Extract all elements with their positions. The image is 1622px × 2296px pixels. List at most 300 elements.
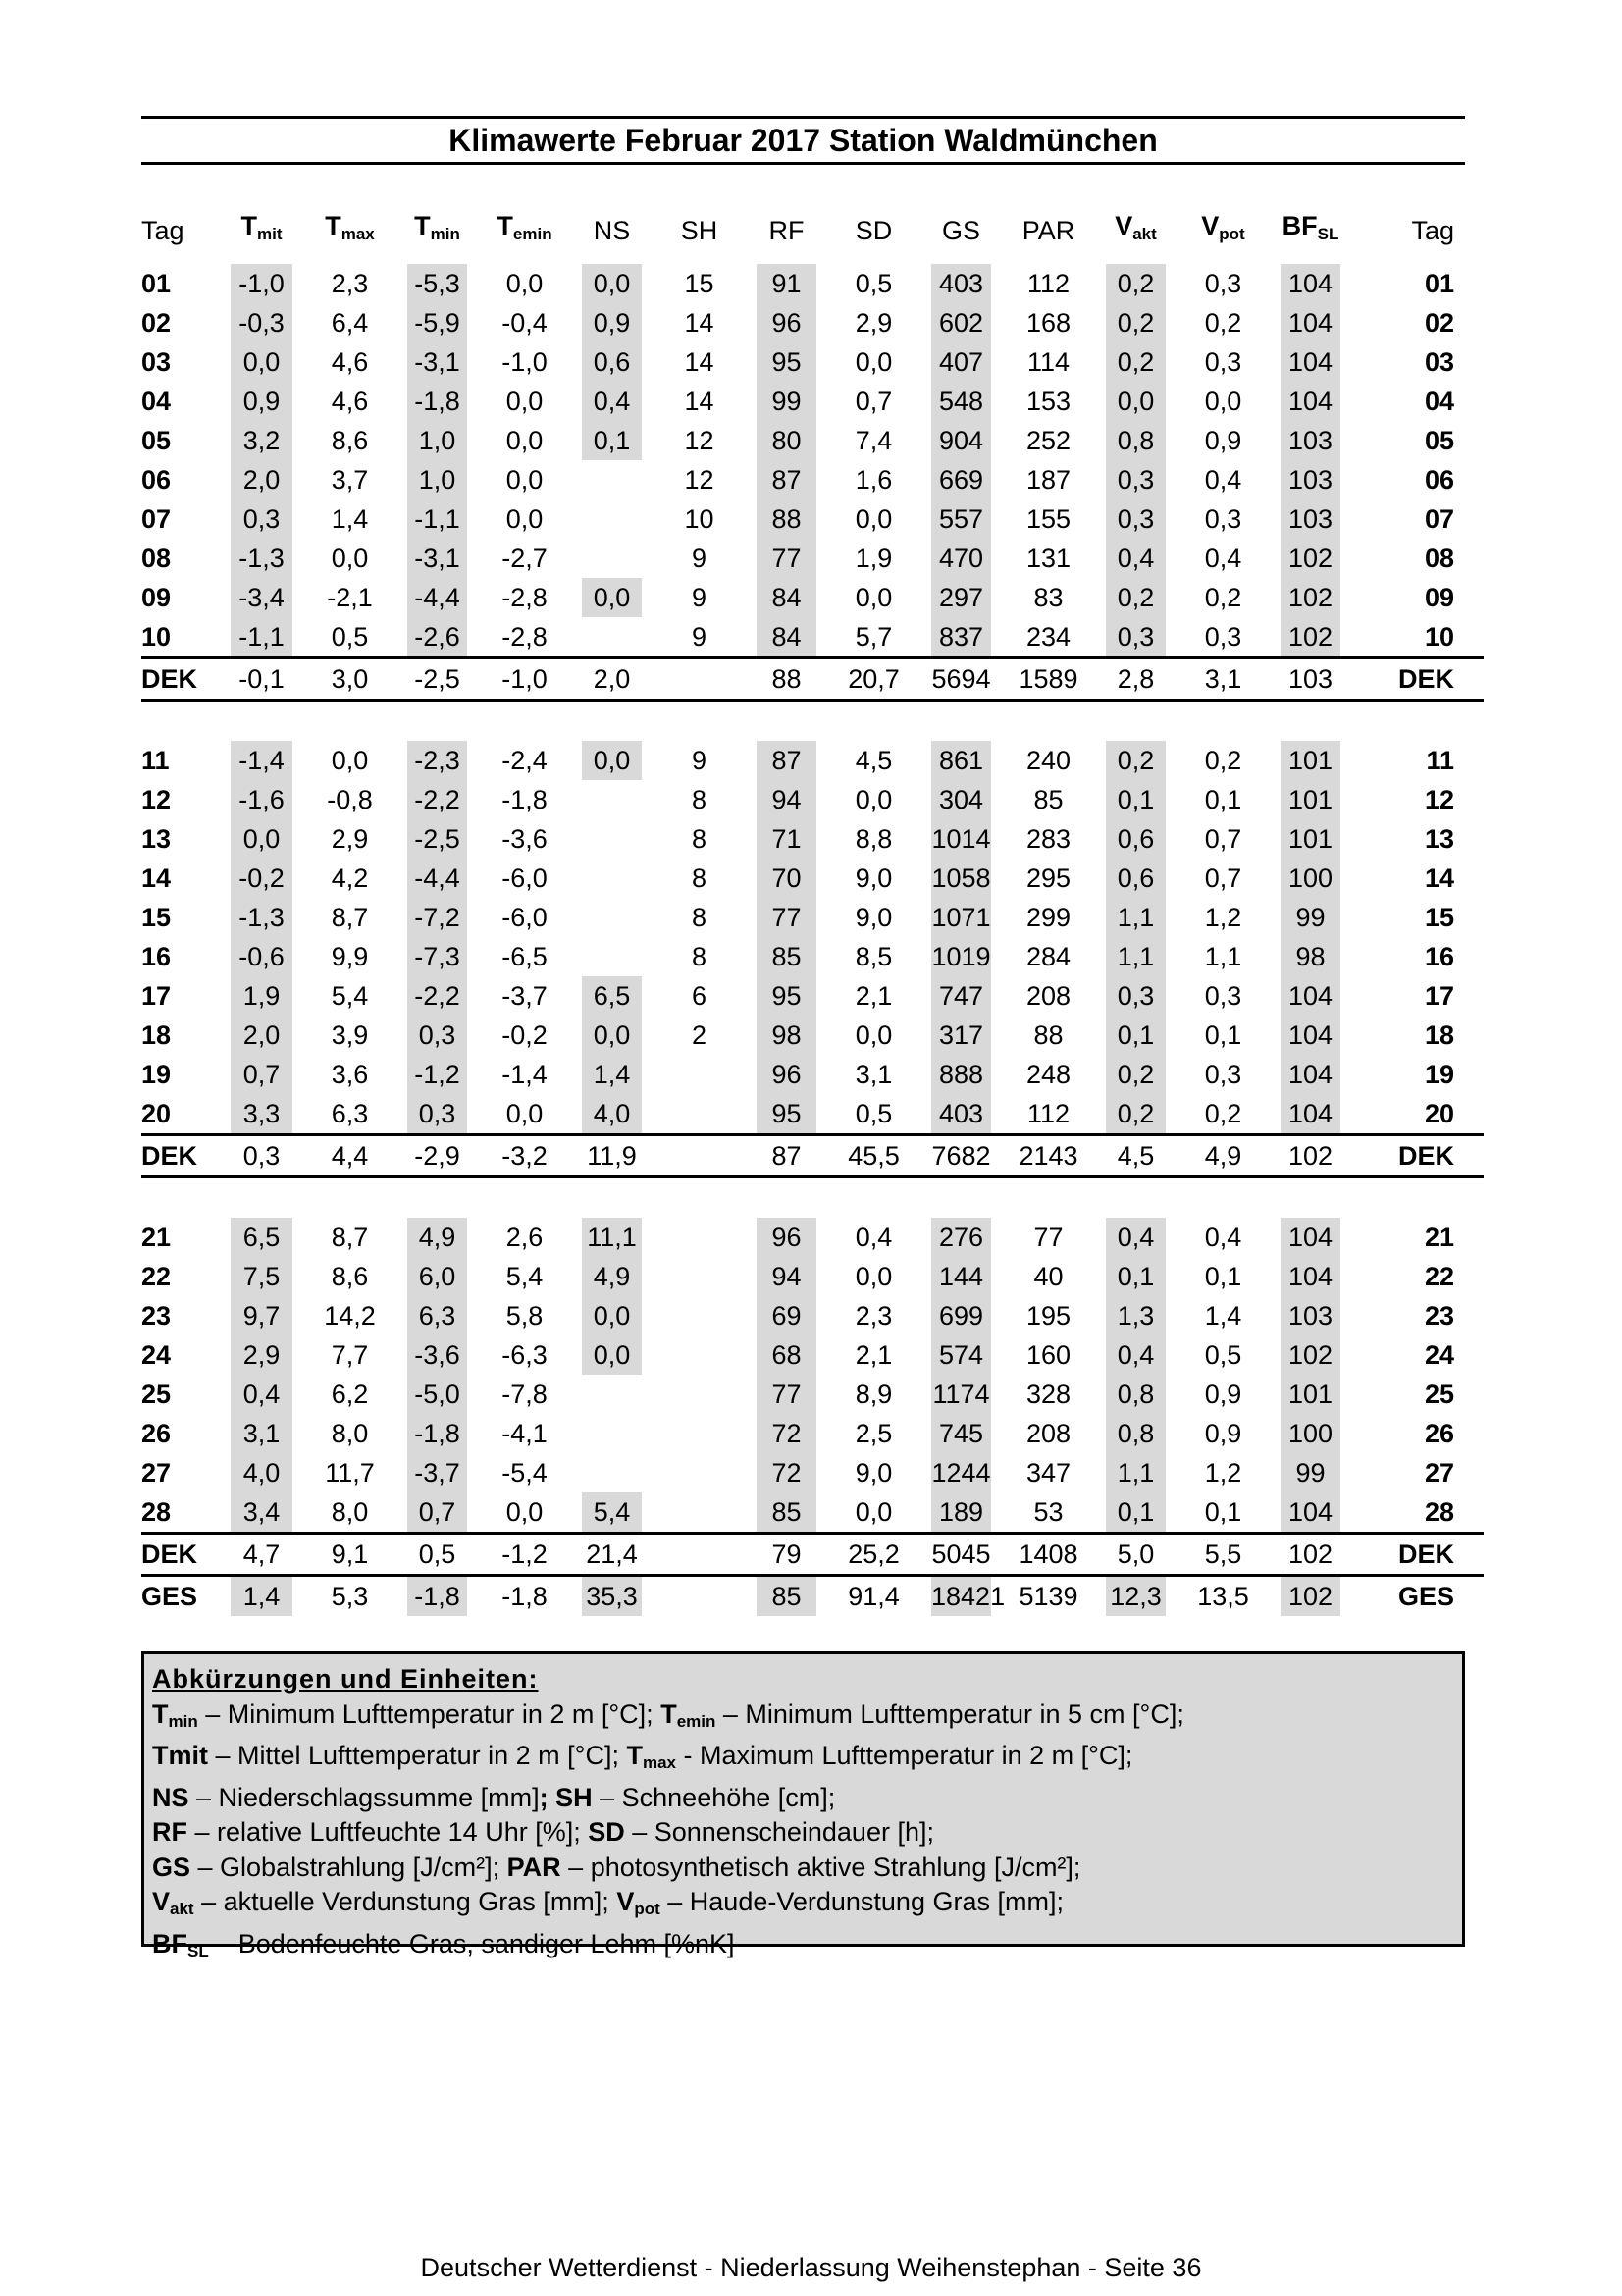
cell-sh — [655, 1375, 743, 1414]
cell-sh — [655, 1534, 743, 1576]
table-row — [141, 1257, 1484, 1296]
cell-ns: 0,0 — [568, 1296, 655, 1335]
cell-tmin: -2,6 — [393, 617, 481, 658]
cell-par: 83 — [1033, 583, 1064, 612]
cell-sd: 0,0 — [855, 785, 893, 814]
cell-bfsl: 104 — [1267, 264, 1354, 303]
cell-day-right: 27 — [1424, 1458, 1454, 1487]
cell-bfsl: 102 — [1267, 539, 1354, 578]
cell-day-right: 26 — [1424, 1419, 1454, 1448]
cell-bfsl: 99 — [1267, 1453, 1354, 1492]
cell-day-right: 14 — [1424, 863, 1454, 893]
cell-ns: 4,0 — [568, 1094, 655, 1135]
cell-rf: 79 — [743, 1534, 830, 1576]
cell-rf: 91 — [743, 264, 830, 303]
cell-ns — [568, 460, 655, 499]
cell-day: 19 — [141, 1060, 172, 1089]
cell-ns: 35,3 — [568, 1576, 655, 1617]
cell-ns — [568, 1453, 655, 1492]
cell-bfsl: 100 — [1267, 1414, 1354, 1453]
cell-tmax: 2,9 — [331, 824, 369, 854]
table-row — [141, 499, 1484, 539]
cell-sd: 9,0 — [855, 903, 893, 932]
cell-tmin: -2,9 — [393, 1135, 481, 1177]
table-row — [141, 1335, 1484, 1375]
cell-par: 77 — [1033, 1223, 1064, 1252]
page-title: Klimawerte Februar 2017 Station Waldmünchen — [141, 116, 1465, 165]
cell-day-right: 15 — [1424, 903, 1454, 932]
cell-day-right: 07 — [1424, 504, 1454, 534]
cell-ns: 0,0 — [568, 1335, 655, 1375]
cell-rf: 95 — [743, 342, 830, 382]
cell-sd: 91,4 — [848, 1582, 900, 1611]
cell-sd: 9,0 — [855, 1458, 893, 1487]
cell-sh: 15 — [684, 269, 714, 298]
cell-vpot: 0,3 — [1204, 981, 1242, 1011]
cell-tmin: -2,2 — [393, 780, 481, 819]
cell-rf: 71 — [743, 819, 830, 859]
cell-temin: -5,4 — [501, 1458, 548, 1487]
cell-rf: 84 — [743, 578, 830, 617]
cell-rf: 85 — [743, 937, 830, 976]
cell-day-right: 05 — [1424, 426, 1454, 455]
cell-temin: 0,0 — [505, 1099, 544, 1128]
table-row — [141, 342, 1484, 382]
cell-vakt: 0,3 — [1092, 617, 1179, 658]
cell-temin: -6,0 — [501, 863, 548, 893]
cell-day-right: 12 — [1424, 785, 1454, 814]
cell-tmin: -3,7 — [393, 1453, 481, 1492]
cell-tmit: -0,2 — [217, 859, 306, 898]
table-row — [141, 303, 1484, 342]
abbreviation-segment: BF — [152, 1928, 187, 1958]
col-header-par: PAR — [1021, 215, 1075, 245]
cell-tmin: -7,3 — [393, 937, 481, 976]
cell-sh: 14 — [684, 387, 714, 416]
cell-tmit: 3,1 — [217, 1414, 306, 1453]
table-row — [141, 1492, 1484, 1534]
cell-vakt: 0,3 — [1092, 976, 1179, 1016]
cell-bfsl: 102 — [1267, 1135, 1354, 1177]
cell-sd: 45,5 — [830, 1135, 917, 1177]
table-row — [141, 1375, 1484, 1414]
cell-par: 112 — [1026, 269, 1071, 298]
cell-tmin: -2,3 — [393, 741, 481, 780]
cell-day-right: 20 — [1424, 1099, 1454, 1128]
cell-vakt: 1,1 — [1092, 898, 1179, 937]
cell-bfsl: 104 — [1267, 1218, 1354, 1257]
abbreviation-line — [152, 1781, 1454, 1816]
cell-rf: 96 — [743, 1055, 830, 1094]
cell-gs: 1058 — [917, 859, 1005, 898]
cell-vpot: 1,2 — [1204, 903, 1242, 932]
cell-day: 04 — [141, 387, 172, 416]
cell-ns: 0,1 — [568, 421, 655, 460]
cell-rf: 69 — [743, 1296, 830, 1335]
abbreviation-segment: Tmit — [152, 1741, 208, 1770]
table-row — [141, 460, 1484, 499]
col-header-gs: GS — [941, 215, 980, 245]
cell-bfsl: 103 — [1267, 421, 1354, 460]
abbreviation-segment: PAR — [506, 1852, 561, 1882]
cell-temin: -2,4 — [501, 746, 548, 775]
cell-tmit: 2,0 — [217, 460, 306, 499]
cell-vakt: 4,5 — [1092, 1135, 1179, 1177]
decade-summary-row — [141, 1135, 1484, 1177]
cell-day: 20 — [141, 1099, 172, 1128]
cell-gs: 669 — [917, 460, 1005, 499]
cell-gs: 1071 — [917, 898, 1005, 937]
cell-rf: 96 — [743, 303, 830, 342]
cell-vpot: 0,3 — [1204, 622, 1242, 652]
cell-rf: 98 — [743, 1016, 830, 1055]
cell-sd: 0,5 — [855, 269, 893, 298]
cell-tmin: -4,4 — [393, 578, 481, 617]
cell-bfsl: 100 — [1267, 859, 1354, 898]
cell-bfsl: 102 — [1267, 617, 1354, 658]
cell-day: 26 — [141, 1419, 172, 1448]
abbreviations-list — [152, 1697, 1454, 1969]
cell-gs: 470 — [917, 539, 1005, 578]
cell-rf: 85 — [743, 1492, 830, 1534]
cell-tmit: 1,9 — [217, 976, 306, 1016]
cell-rf: 96 — [743, 1218, 830, 1257]
cell-ns: 0,0 — [568, 578, 655, 617]
abbreviation-segment: – Schneehöhe [cm]; — [592, 1782, 836, 1812]
cell-tmax: 8,0 — [331, 1419, 369, 1448]
cell-temin: -1,8 — [501, 1582, 548, 1611]
cell-vakt: 1,3 — [1092, 1296, 1179, 1335]
cell-vakt: 1,1 — [1092, 937, 1179, 976]
cell-par: 155 — [1025, 504, 1072, 534]
cell-vpot: 0,4 — [1204, 1223, 1242, 1252]
cell-vakt: 0,8 — [1092, 421, 1179, 460]
col-header-tmit: $T_{mit}$ — [240, 211, 283, 243]
abbreviation-line — [152, 1927, 1454, 1969]
cell-tmin: -2,5 — [393, 819, 481, 859]
cell-tmax: 8,7 — [331, 1223, 369, 1252]
cell-vpot: 0,7 — [1204, 863, 1242, 893]
cell-bfsl: 104 — [1267, 1055, 1354, 1094]
cell-sd: 0,0 — [855, 347, 893, 377]
abbreviation-line — [152, 1851, 1454, 1886]
cell-bfsl: 102 — [1267, 578, 1354, 617]
cell-vpot: 0,2 — [1204, 746, 1242, 775]
cell-sh: 9 — [691, 622, 707, 652]
cell-day: 22 — [141, 1262, 172, 1291]
cell-par: 168 — [1025, 308, 1072, 338]
cell-par: 187 — [1025, 465, 1072, 495]
col-header-vakt: $V_{akt}$ — [1115, 211, 1157, 243]
cell-sh: 14 — [684, 347, 714, 377]
col-header-rf: RF — [768, 215, 805, 245]
cell-temin: -6,0 — [501, 903, 548, 932]
cell-bfsl: 102 — [1267, 1335, 1354, 1375]
abbreviation-segment: – Sonnenscheindauer [h]; — [624, 1817, 934, 1847]
cell-sd: 1,9 — [855, 544, 893, 573]
cell-day: GES — [141, 1582, 198, 1611]
abbreviation-segment: – Globalstrahlung [J/cm²]; — [190, 1852, 507, 1882]
cell-vpot: 0,9 — [1204, 426, 1242, 455]
cell-day-right: 11 — [1426, 746, 1454, 775]
cell-sh: 9 — [691, 583, 707, 612]
abbreviation-segment: – aktuelle Verdunstung Gras [mm]; — [193, 1887, 617, 1916]
cell-vakt: 0,1 — [1092, 1257, 1179, 1296]
cell-temin: -3,6 — [501, 824, 548, 854]
cell-day-right: 28 — [1424, 1497, 1454, 1527]
cell-vakt: 0,8 — [1092, 1375, 1179, 1414]
cell-sh: 9 — [691, 746, 707, 775]
cell-sd: 9,0 — [855, 863, 893, 893]
cell-bfsl: 101 — [1267, 741, 1354, 780]
cell-day-right: 13 — [1424, 824, 1454, 854]
cell-ns — [568, 617, 655, 658]
cell-day: 01 — [141, 269, 172, 298]
cell-tmin: -3,1 — [393, 342, 481, 382]
cell-tmax: -2,1 — [327, 583, 373, 612]
col-header-tag-right: Tag — [1411, 215, 1454, 245]
table-body — [141, 264, 1484, 1616]
decade-summary-row — [141, 658, 1484, 701]
cell-sd: 4,5 — [855, 746, 893, 775]
header-row — [141, 196, 1484, 264]
abbreviations-heading: Abkürzungen und Einheiten: — [152, 1664, 539, 1694]
cell-sd: 3,1 — [855, 1060, 893, 1089]
cell-vakt: 1,1 — [1092, 1453, 1179, 1492]
cell-tmit: 2,0 — [217, 1016, 306, 1055]
cell-tmit: 0,9 — [217, 382, 306, 421]
cell-sd: 2,1 — [855, 1340, 893, 1370]
cell-ns: 5,4 — [568, 1492, 655, 1534]
cell-vpot: 0,2 — [1204, 583, 1242, 612]
cell-par: 248 — [1025, 1060, 1072, 1089]
cell-ns — [568, 499, 655, 539]
cell-tmax: 4,4 — [306, 1135, 393, 1177]
abbreviation-segment: – Mittel Lufttemperatur in 2 m [°C]; — [208, 1741, 627, 1770]
cell-temin: -1,0 — [481, 658, 568, 701]
cell-temin: -0,2 — [501, 1020, 548, 1050]
abbreviation-line — [152, 1739, 1454, 1781]
spacer-row — [141, 1177, 1484, 1219]
cell-sh: 8 — [691, 824, 707, 854]
cell-temin: -1,0 — [501, 347, 548, 377]
cell-gs: 1014 — [917, 819, 1005, 859]
cell-rf: 94 — [743, 780, 830, 819]
cell-day: DEK — [141, 1534, 217, 1576]
cell-ns — [568, 1375, 655, 1414]
cell-tmit: 4,7 — [217, 1534, 306, 1576]
cell-sd: 0,0 — [855, 504, 893, 534]
cell-day: 14 — [141, 863, 172, 893]
cell-tmit: 9,7 — [217, 1296, 306, 1335]
cell-sh: 10 — [684, 504, 714, 534]
cell-sh: 8 — [691, 863, 707, 893]
cell-bfsl: 101 — [1267, 780, 1354, 819]
cell-sh — [655, 1453, 743, 1492]
cell-bfsl: 104 — [1267, 1492, 1354, 1534]
cell-tmax: 3,9 — [331, 1020, 369, 1050]
cell-par: 328 — [1025, 1380, 1072, 1409]
cell-sd: 1,6 — [855, 465, 893, 495]
cell-bfsl: 101 — [1267, 1375, 1354, 1414]
cell-sd: 2,5 — [855, 1419, 893, 1448]
climate-table — [141, 196, 1484, 1616]
cell-day-right: GES — [1397, 1582, 1454, 1611]
cell-day-right: 24 — [1424, 1340, 1454, 1370]
cell-vakt: 0,3 — [1092, 499, 1179, 539]
cell-par: 284 — [1025, 942, 1072, 971]
cell-sd: 20,7 — [830, 658, 917, 701]
cell-tmax: 1,4 — [331, 504, 369, 534]
cell-tmit: -1,4 — [217, 741, 306, 780]
cell-tmin: -1,1 — [393, 499, 481, 539]
cell-day: 21 — [141, 1223, 172, 1252]
cell-vakt: 0,0 — [1092, 382, 1179, 421]
cell-tmax: 8,6 — [331, 426, 369, 455]
cell-gs: 403 — [917, 1094, 1005, 1135]
cell-temin: -2,8 — [501, 583, 548, 612]
cell-day-right: 09 — [1424, 583, 1454, 612]
cell-day-right: 22 — [1424, 1262, 1454, 1291]
cell-day: 24 — [141, 1340, 172, 1370]
cell-temin: 0,0 — [505, 269, 544, 298]
cell-ns — [568, 898, 655, 937]
cell-gs: 861 — [917, 741, 1005, 780]
cell-temin: -4,1 — [501, 1419, 548, 1448]
cell-vpot: 0,1 — [1204, 785, 1242, 814]
cell-tmit: -3,4 — [217, 578, 306, 617]
cell-tmax: 4,6 — [331, 387, 369, 416]
cell-day-right: 23 — [1424, 1301, 1454, 1331]
cell-tmax: 7,7 — [331, 1340, 369, 1370]
cell-sh: 2 — [691, 1020, 707, 1050]
cell-tmin: 0,5 — [393, 1534, 481, 1576]
cell-tmit: 0,7 — [217, 1055, 306, 1094]
cell-tmin: -5,3 — [393, 264, 481, 303]
cell-sh — [655, 1094, 743, 1135]
cell-bfsl: 101 — [1267, 819, 1354, 859]
cell-rf: 77 — [743, 898, 830, 937]
cell-par: 1408 — [1005, 1534, 1092, 1576]
cell-vakt: 0,6 — [1092, 859, 1179, 898]
cell-vpot: 1,2 — [1204, 1458, 1242, 1487]
cell-rf: 77 — [743, 1375, 830, 1414]
cell-temin: -6,5 — [501, 942, 548, 971]
cell-day: 13 — [141, 824, 172, 854]
cell-tmit: 2,9 — [217, 1335, 306, 1375]
table-row — [141, 1218, 1484, 1257]
cell-ns: 2,0 — [568, 658, 655, 701]
table-row — [141, 780, 1484, 819]
col-header-vpot: $V_{pot}$ — [1201, 211, 1245, 243]
cell-bfsl: 104 — [1267, 342, 1354, 382]
cell-sd: 5,7 — [855, 622, 893, 652]
cell-par: 112 — [1026, 1099, 1071, 1128]
cell-rf: 87 — [743, 1135, 830, 1177]
cell-par: 88 — [1033, 1020, 1064, 1050]
abbreviation-segment: V — [152, 1887, 171, 1916]
cell-sd: 8,5 — [855, 942, 893, 971]
col-header-bfsl: $BF_{SL}$ — [1282, 211, 1339, 243]
cell-tmin: -1,8 — [393, 1576, 481, 1617]
cell-vpot: 0,0 — [1204, 387, 1242, 416]
col-header-sh: SH — [680, 215, 718, 245]
cell-rf: 84 — [743, 617, 830, 658]
cell-vakt: 0,3 — [1092, 460, 1179, 499]
cell-temin: 5,8 — [505, 1301, 544, 1331]
cell-ns: 0,6 — [568, 342, 655, 382]
cell-sh — [655, 1257, 743, 1296]
cell-vpot: 0,1 — [1204, 1020, 1242, 1050]
cell-tmax: 6,2 — [331, 1380, 369, 1409]
table-row — [141, 1414, 1484, 1453]
cell-vpot: 0,9 — [1204, 1380, 1242, 1409]
cell-gs: 5045 — [917, 1534, 1005, 1576]
cell-tmax: 5,3 — [331, 1582, 369, 1611]
abbreviation-line — [152, 1885, 1454, 1927]
cell-tmin: -1,8 — [393, 382, 481, 421]
table-row — [141, 1453, 1484, 1492]
cell-tmit: -1,0 — [217, 264, 306, 303]
cell-sh — [655, 1218, 743, 1257]
cell-ns: 6,5 — [568, 976, 655, 1016]
cell-tmax: 0,5 — [331, 622, 369, 652]
cell-sh — [655, 1492, 743, 1534]
abbreviation-segment: ; SH — [539, 1782, 593, 1812]
cell-sh: 12 — [684, 426, 714, 455]
cell-ns: 11,9 — [568, 1135, 655, 1177]
cell-tmax: 2,3 — [331, 269, 369, 298]
cell-gs: 888 — [917, 1055, 1005, 1094]
cell-sd: 0,4 — [855, 1223, 893, 1252]
cell-sd: 8,8 — [855, 824, 893, 854]
cell-tmax: 3,7 — [331, 465, 369, 495]
abbreviation-segment: – Haude-Verdunstung Gras [mm]; — [659, 1887, 1064, 1916]
cell-ns: 0,0 — [568, 264, 655, 303]
cell-tmax: 4,6 — [331, 347, 369, 377]
cell-sd: 25,2 — [830, 1534, 917, 1576]
cell-tmax: -0,8 — [327, 785, 373, 814]
abbreviation-segment: akt — [170, 1900, 194, 1918]
cell-vakt: 5,0 — [1092, 1534, 1179, 1576]
cell-rf: 68 — [743, 1335, 830, 1375]
cell-par: 153 — [1025, 387, 1072, 416]
cell-tmit: 1,4 — [217, 1576, 306, 1617]
cell-day-right: 17 — [1424, 981, 1454, 1011]
cell-day: 16 — [141, 942, 172, 971]
cell-tmin: -5,9 — [393, 303, 481, 342]
cell-temin: -2,8 — [501, 622, 548, 652]
cell-vpot: 3,1 — [1179, 658, 1267, 701]
table-row — [141, 937, 1484, 976]
abbreviation-segment: NS — [152, 1782, 189, 1812]
cell-tmit: -1,6 — [217, 780, 306, 819]
cell-tmit: 3,2 — [217, 421, 306, 460]
cell-day-right: 21 — [1424, 1223, 1454, 1252]
cell-vpot: 0,2 — [1204, 308, 1242, 338]
table-row — [141, 741, 1484, 780]
cell-day: 06 — [141, 465, 172, 495]
cell-vpot: 0,1 — [1204, 1497, 1242, 1527]
cell-temin: -7,8 — [501, 1380, 548, 1409]
col-header-sd: SD — [855, 215, 893, 245]
cell-par: 160 — [1025, 1340, 1072, 1370]
abbreviation-segment: GS — [152, 1852, 191, 1882]
cell-tmit: 4,0 — [217, 1453, 306, 1492]
cell-temin: -1,2 — [481, 1534, 568, 1576]
table-row — [141, 859, 1484, 898]
decade-summary-row — [141, 1534, 1484, 1576]
